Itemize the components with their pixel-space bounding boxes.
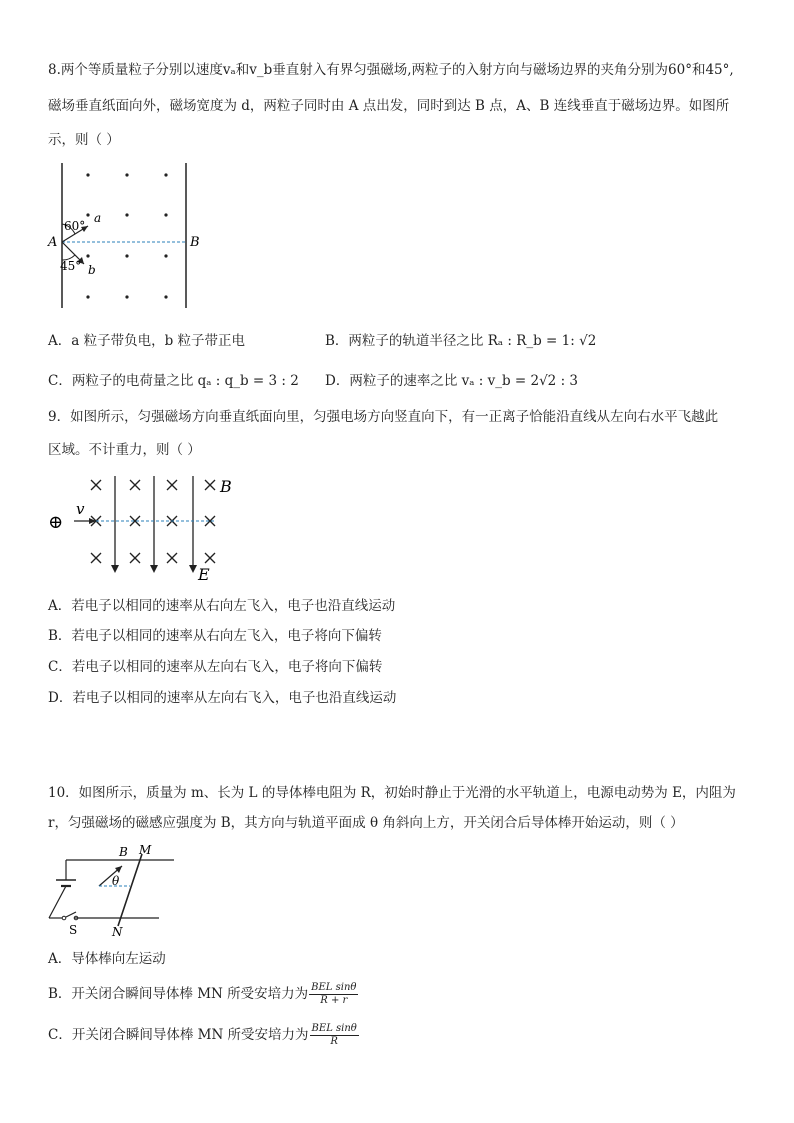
q8-fig-label-b: b xyxy=(88,263,96,277)
q10-option-b-fraction xyxy=(309,982,358,1007)
q8-stem-line3: 示，则（ ） xyxy=(48,132,120,148)
q10-stem-line2: r，匀强磁场的磁感应强度为 B，其方向与轨道平面成 θ 角斜向上方，开关闭合后导体棒开始运动，则（ ） xyxy=(48,815,684,831)
q10-option-b-denominator: R + r xyxy=(320,995,348,1006)
q9-fig-ion: ⊕ xyxy=(48,512,64,533)
q8-figure xyxy=(44,158,204,313)
q8-fig-label-B: B xyxy=(190,235,200,250)
q10-option-b-numerator: BEL sinθ xyxy=(311,982,357,993)
q10-option-c-denominator: R xyxy=(330,1036,338,1047)
q8-fig-angle-60: 60° xyxy=(64,219,86,233)
q10-fig-label-S: S xyxy=(69,923,78,937)
q10-fig-label-theta: θ xyxy=(112,874,120,888)
q10-fig-label-B: B xyxy=(119,845,128,859)
q9-figure xyxy=(44,470,244,585)
q9-option-a: A．若电子以相同的速率从右向左飞入，电子也沿直线运动 xyxy=(48,598,396,614)
q9-stem-line2: 区域。不计重力，则（ ） xyxy=(48,442,201,458)
q8-stem-line1: 8.两个等质量粒子分别以速度vₐ和v_b垂直射入有界匀强磁场,两粒子的入射方向与磁场边界的夹角分别为60°和45°, xyxy=(48,62,734,78)
q10-option-b-text: B．开关闭合瞬间导体棒 MN 所受安培力为 xyxy=(48,986,309,1002)
q10-figure xyxy=(44,838,184,938)
q10-fig-label-M: M xyxy=(139,843,152,857)
q10-option-c-fraction xyxy=(310,1023,359,1048)
q9-fig-label-B: B xyxy=(220,477,232,496)
q10-option-c-numerator: BEL sinθ xyxy=(311,1023,357,1034)
q9-fig-label-E: E xyxy=(198,565,210,584)
q8-fig-angle-45: 45° xyxy=(60,259,82,273)
q9-option-b: B．若电子以相同的速率从右向左飞入，电子将向下偏转 xyxy=(48,628,382,644)
q10-option-c-text: C．开关闭合瞬间导体棒 MN 所受安培力为 xyxy=(48,1027,309,1043)
q10-option-b xyxy=(48,982,358,1007)
q8-fig-label-a: a xyxy=(94,211,102,225)
q10-option-c xyxy=(48,1023,359,1048)
q8-option-d: D．两粒子的速率之比 vₐ : v_b = 2√2 : 3 xyxy=(325,373,578,389)
q10-fig-label-N: N xyxy=(112,925,123,938)
q8-stem-line2: 磁场垂直纸面向外，磁场宽度为 d，两粒子同时由 A 点出发，同时到达 B 点，A、B 连线垂直于磁场边界。如图所 xyxy=(48,98,730,114)
q8-option-c: C．两粒子的电荷量之比 qₐ : q_b = 3 : 2 xyxy=(48,373,299,389)
q10-option-a: A．导体棒向左运动 xyxy=(48,951,166,967)
q10-stem-line1: 10．如图所示，质量为 m、长为 L 的导体棒电阻为 R，初始时静止于光滑的水平轨道上，电源电动势为 E，内阻为 xyxy=(48,785,736,801)
q9-stem-line1: 9．如图所示，匀强磁场方向垂直纸面向里，匀强电场方向竖直向下，有一正离子恰能沿直线从左向右水平飞越此 xyxy=(48,409,719,425)
q8-option-a: A．a 粒子带负电，b 粒子带正电 xyxy=(48,333,246,349)
q9-option-d: D．若电子以相同的速率从左向右飞入，电子也沿直线运动 xyxy=(48,690,397,706)
q9-fig-label-v: v xyxy=(76,500,85,518)
q9-option-c: C．若电子以相同的速率从左向右飞入，电子将向下偏转 xyxy=(48,659,383,675)
q8-option-b: B．两粒子的轨道半径之比 Rₐ : R_b = 1: √2 xyxy=(325,333,597,349)
q8-fig-label-A: A xyxy=(48,235,58,250)
